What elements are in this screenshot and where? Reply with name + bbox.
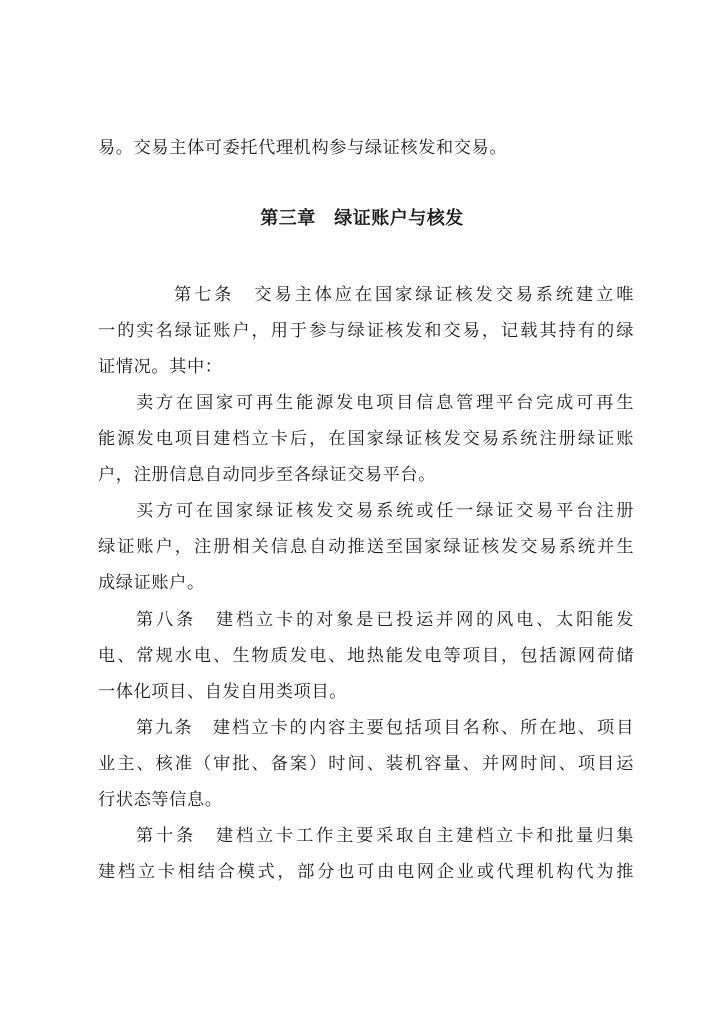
seller-line-3: 户，注册信息自动同步至各绿证交易平台。 [98, 465, 436, 485]
article-8-line-1: 第八条 建档立卡的对象是已投运并网的风电、太阳能发 [136, 610, 634, 630]
article-7-line-1: 第七条 交易主体应在国家绿证核发交易系统建立唯 [174, 285, 634, 305]
article-10-line-2: 建档立卡相结合模式，部分也可由电网企业或代理机构代为推 [98, 862, 634, 882]
buyer-line-1: 买方可在国家绿证核发交易系统或任一绿证交易平台注册 [136, 501, 634, 521]
article-7-line-2: 一的实名绿证账户，用于参与绿证核发和交易，记载其持有的绿 [98, 321, 634, 341]
seller-line-1: 卖方在国家可再生能源发电项目信息管理平台完成可再生 [136, 393, 634, 413]
intro-line: 易。交易主体可委托代理机构参与绿证核发和交易。 [98, 138, 508, 158]
article-9-line-3: 行状态等信息。 [98, 790, 223, 810]
article-8-line-3: 一体化项目、自发自用类项目。 [98, 682, 348, 702]
article-7-line-3: 证情况。其中： [98, 357, 223, 377]
seller-line-2: 能源发电项目建档立卡后，在国家绿证核发交易系统注册绿证账 [98, 429, 634, 449]
article-8-line-2: 电、常规水电、生物质发电、地热能发电等项目，包括源网荷储 [98, 646, 634, 666]
chapter-heading: 第三章 绿证账户与核发 [260, 208, 464, 229]
buyer-line-3: 成绿证账户。 [98, 573, 205, 593]
article-9-line-1: 第九条 建档立卡的内容主要包括项目名称、所在地、项目 [136, 718, 634, 738]
article-10-line-1: 第十条 建档立卡工作主要采取自主建档立卡和批量归集 [136, 826, 634, 846]
buyer-line-2: 绿证账户，注册相关信息自动推送至国家绿证核发交易系统并生 [98, 537, 634, 557]
article-9-line-2: 业主、核准（审批、备案）时间、装机容量、并网时间、项目运 [98, 754, 634, 774]
